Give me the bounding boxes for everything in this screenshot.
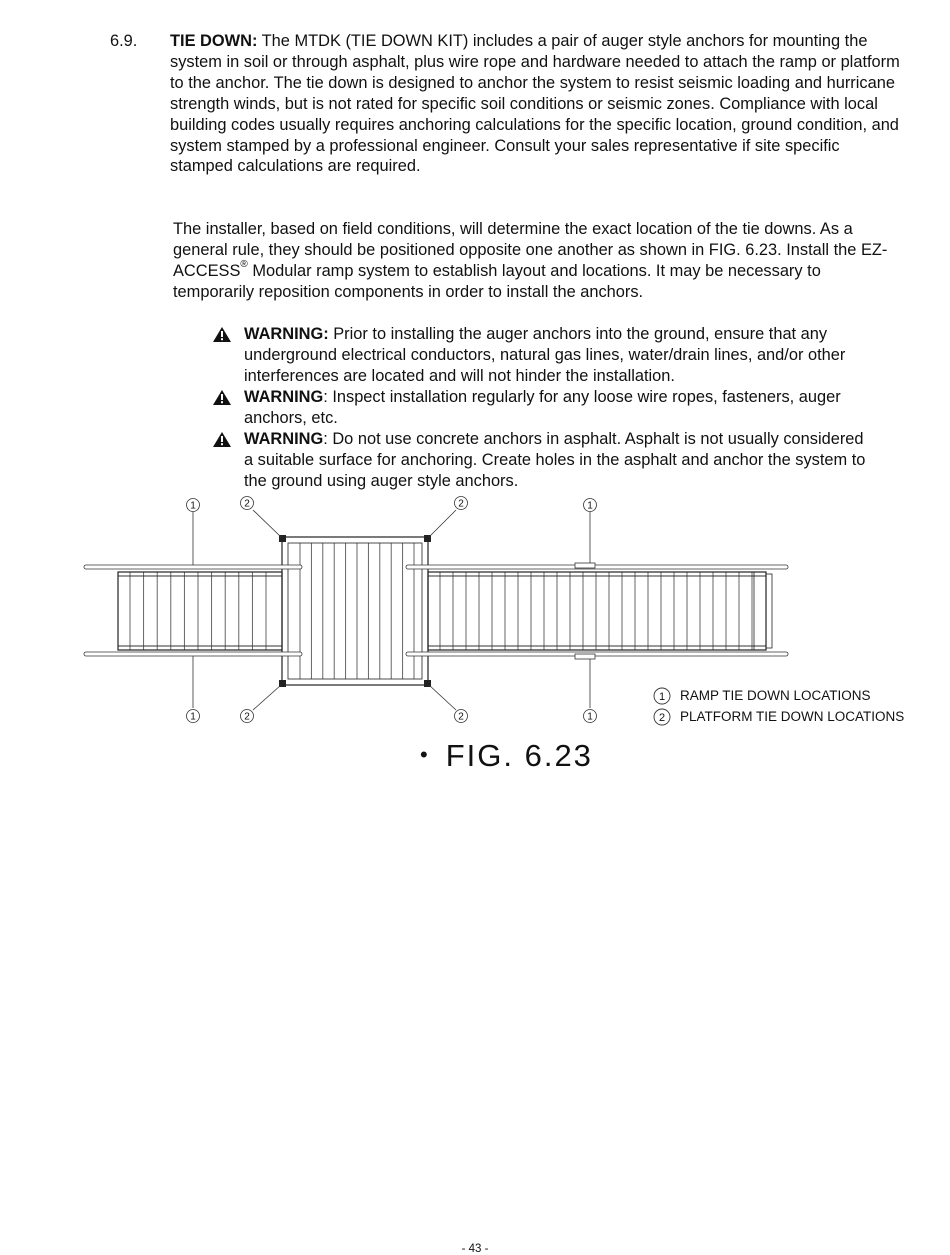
warning-label: WARNING — [244, 388, 324, 406]
legend-item-platform — [654, 709, 904, 725]
warning-3 — [212, 429, 872, 492]
svg-text:1: 1 — [587, 711, 593, 723]
svg-text:1: 1 — [190, 500, 196, 512]
callout-ramp-top-left — [187, 499, 200, 512]
warning-label: WARNING — [244, 430, 324, 448]
tie-down-diagram — [0, 490, 950, 730]
left-ramp — [118, 572, 282, 650]
diagram-legend — [654, 688, 904, 725]
section-body: The MTDK (TIE DOWN KIT) includes a pair of auger style anchors for mounting the system in soil or through asphalt, plus wire rope and hardware needed to attach the ramp or platform to the anchor. The tie down is designed to anchor the system to resist seismic loading and hurricane strength winds, but is not rated for specific soil conditions or seismic zones. Compliance with local building codes usually requires anchoring calculations for the specific location, ground condition, and system stamped by a professional engineer. Consult your sales representative if site specific stamped calculations are required. — [170, 32, 900, 176]
callout-ramp-bottom-left — [187, 710, 200, 723]
warning-label: WARNING: — [244, 325, 329, 343]
svg-text:1: 1 — [587, 500, 593, 512]
figure-caption — [420, 738, 593, 774]
callout-platform-top-right — [455, 497, 468, 510]
warning-text: : Inspect installation regularly for any loose wire ropes, fasteners, auger anchors, etc. — [244, 388, 841, 427]
section-heading: TIE DOWN: — [170, 32, 258, 50]
installer-text-a: The installer, based on field conditions, will determine the exact location of the tie downs. As a general rule, they should be positioned opposite one another as shown in FIG. 6.23. Install the EZ-ACCESS — [173, 220, 888, 280]
warning-2 — [212, 387, 872, 429]
warning-triangle-icon — [212, 431, 232, 448]
svg-text:2: 2 — [458, 711, 464, 723]
callout-ramp-top-right — [584, 499, 597, 512]
svg-text:2: 2 — [244, 711, 250, 723]
svg-text:1: 1 — [190, 711, 196, 723]
bullet: • — [420, 742, 430, 767]
warning-triangle-icon — [212, 326, 232, 343]
warning-text: Prior to installing the auger anchors into the ground, ensure that any underground electrical conductors, natural gas lines, water/drain lines, and/or other interferences are located and will not hinder the installation. — [244, 325, 846, 385]
legend-label-ramp: RAMP TIE DOWN LOCATIONS — [680, 688, 871, 703]
page-number: - 43 - — [461, 1243, 489, 1255]
handrails — [84, 563, 788, 659]
platform-corner-brackets — [279, 535, 431, 687]
callout-platform-top-left — [241, 497, 254, 510]
callout-platform-bottom-left — [241, 710, 254, 723]
legend-item-ramp — [654, 688, 871, 704]
registered-mark: ® — [240, 259, 248, 271]
legend-label-platform: PLATFORM TIE DOWN LOCATIONS — [680, 709, 905, 724]
platform — [282, 537, 428, 685]
svg-text:2: 2 — [244, 498, 250, 510]
svg-text:2: 2 — [458, 498, 464, 510]
callout-ramp-bottom-right — [584, 710, 597, 723]
callout-platform-bottom-right — [455, 710, 468, 723]
section-paragraph — [170, 31, 900, 177]
figure-caption-text: FIG. 6.23 — [445, 738, 593, 773]
svg-text:1: 1 — [658, 691, 666, 703]
warning-1 — [212, 324, 872, 387]
svg-text:2: 2 — [658, 712, 666, 724]
section-number: 6.9. — [110, 32, 138, 50]
warning-triangle-icon — [212, 389, 232, 406]
installer-paragraph — [173, 219, 893, 303]
warning-text: : Do not use concrete anchors in asphalt. Asphalt is not usually considered a suitable surface for anchoring. Create holes in the asphalt and anchor the system to the ground using auger style anchors. — [244, 430, 866, 490]
installer-text-b: Modular ramp system to establish layout and locations. It may be necessary to temporarily reposition components in order to install the anchors. — [173, 261, 821, 301]
